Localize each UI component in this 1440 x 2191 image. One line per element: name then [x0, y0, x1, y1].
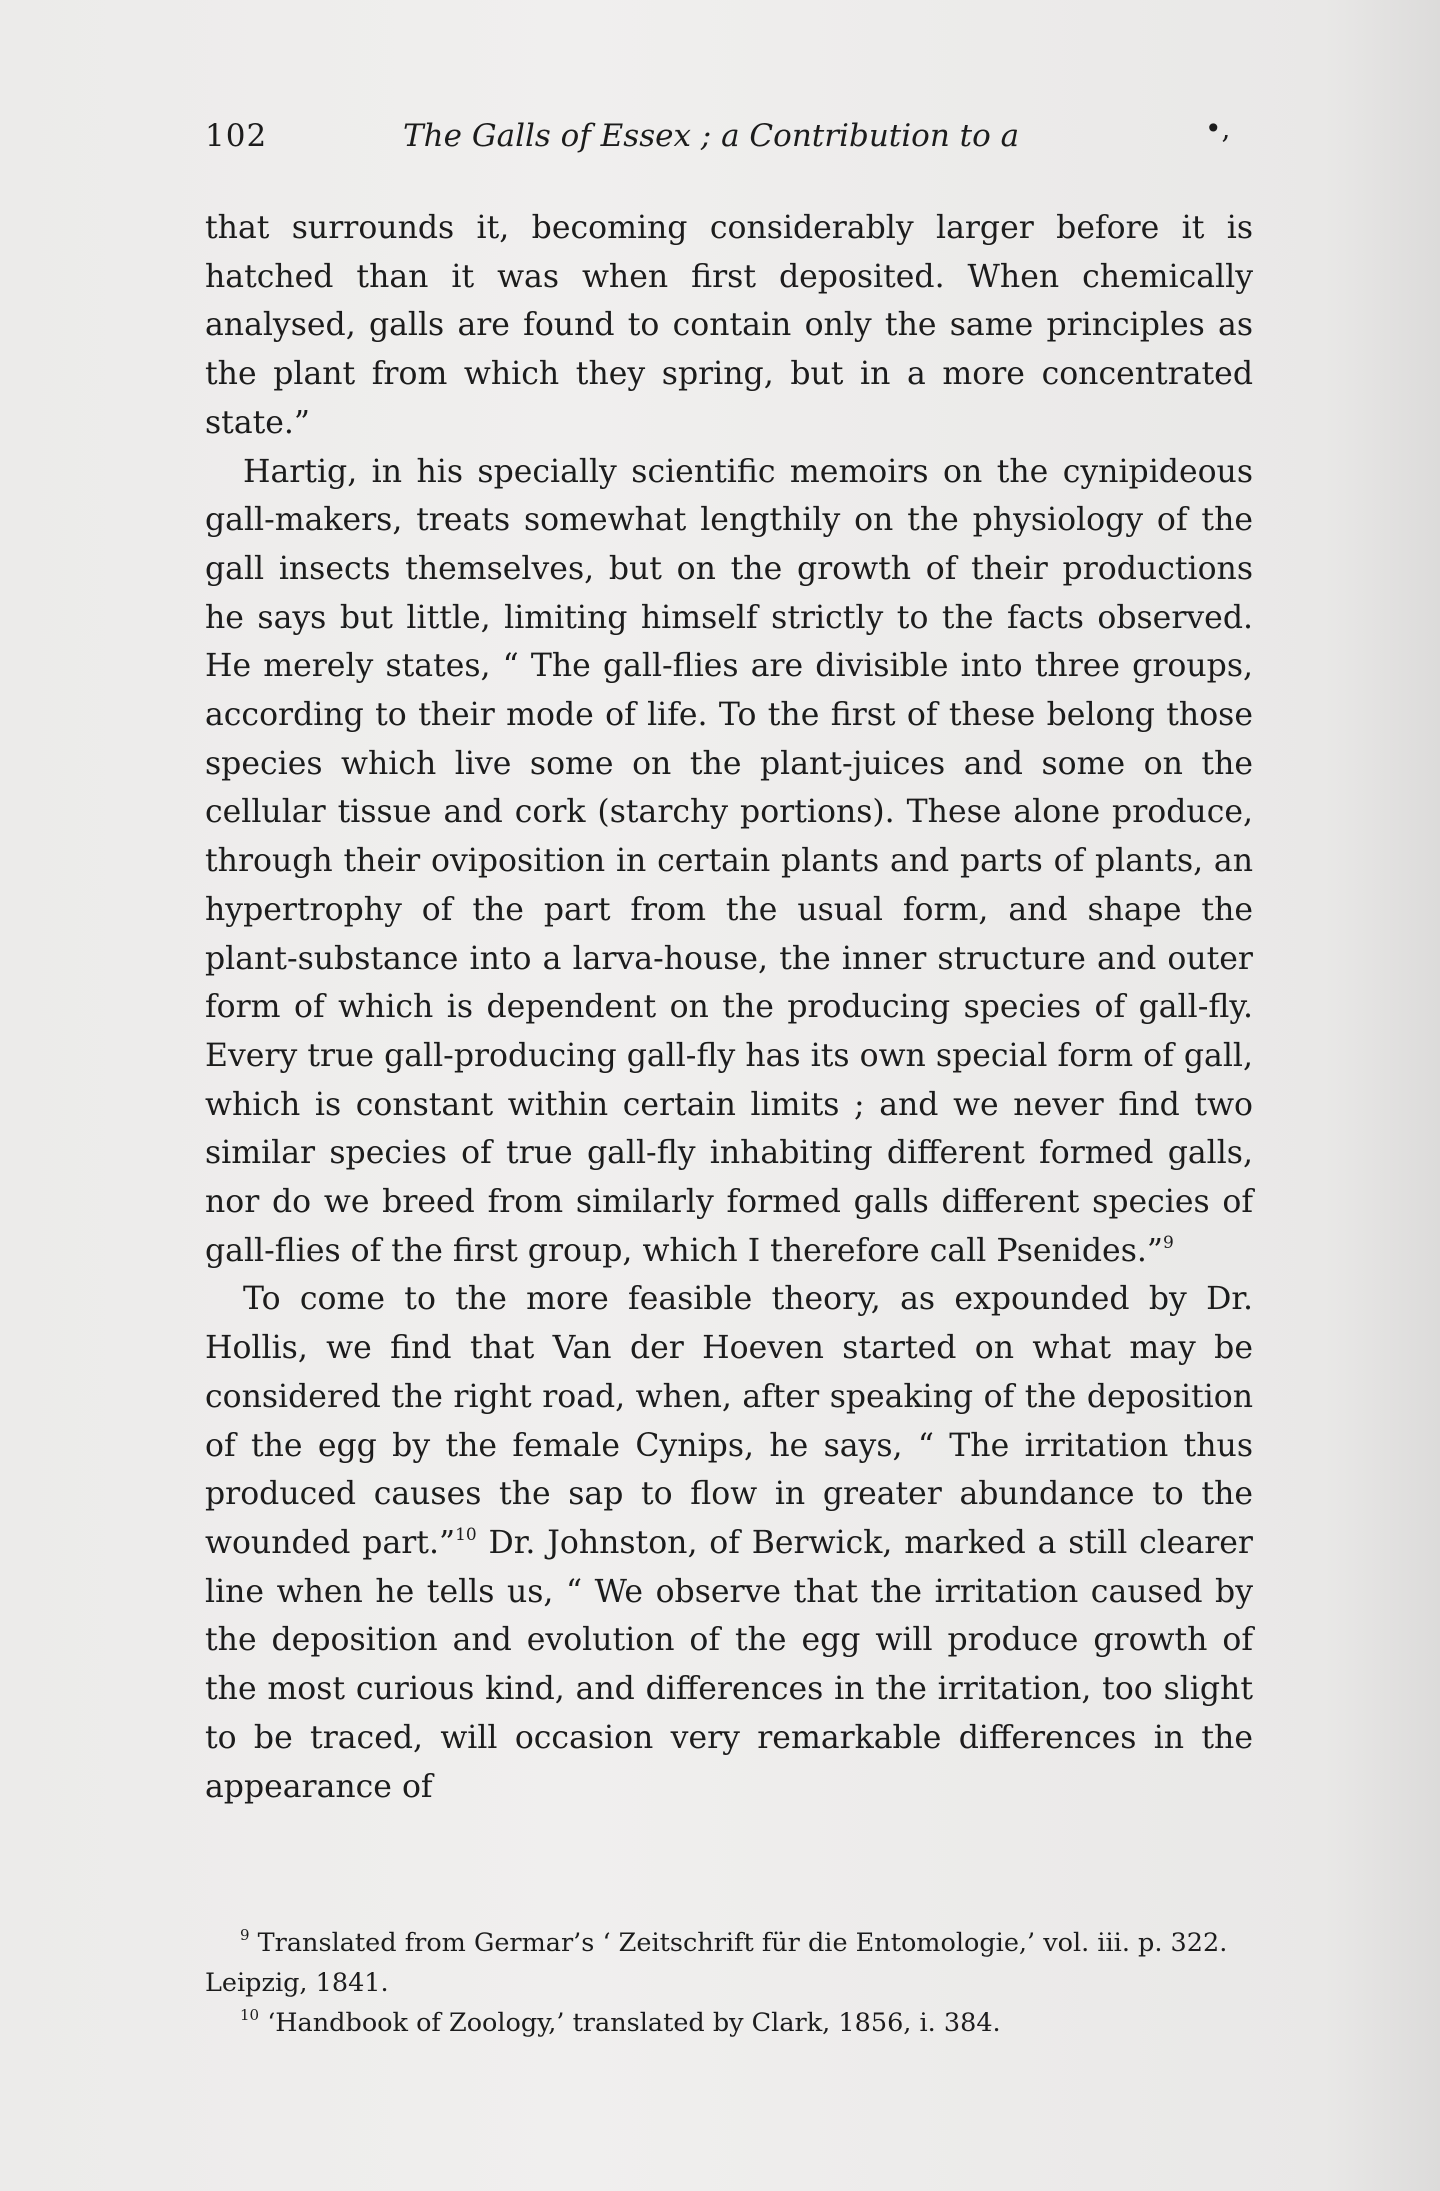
paragraph-1: that surrounds it, becoming considerably larger before it is hatched than it was when first deposited. When chemically analysed, galls are found to contain only the same principles as the plant from which they spring, but in a more concentrated state.”: [205, 210, 1253, 441]
header-mark: •,: [1205, 112, 1231, 145]
footnote-text: Translated from Germar’s ‘ Zeitschrift für die Entomologie,’ vol. iii. p. 322. Leipzig, 1841.: [205, 1928, 1228, 1998]
footnote-10: [205, 2003, 1253, 2043]
paragraph-2: [205, 448, 1253, 1276]
footnote-number: 10: [240, 2006, 260, 2024]
paragraph-3: [205, 1275, 1253, 1811]
page-number: 102: [205, 118, 268, 154]
paragraph-2-text: Hartig, in his specially scientific memoirs on the cynipideous gall-makers, treats somewhat lengthily on the physiology of the gall insects themselves, but on the growth of their productions he says but little, limiting himself strictly to the facts observed. He merely states, “ The gall-flies are divisible into three groups, according to their mode of life. To the first of these belong those species which live some on the plant-juices and some on the cellular tissue and cork (starchy portions). These alone produce, through their oviposition in certain plants and parts of plants, an hypertrophy of the part from the usual form, and shape the plant-substance into a larva-house, the inner structure and outer form of which is dependent on the producing species of gall-fly. Every true gall-producing gall-fly has its own special form of gall, which is constant within certain limits ; and we never find two similar species of true gall-fly inhabiting different formed galls, nor do we breed from similarly formed galls different species of gall-flies of the first group, which I therefore call Psenides.”: [205, 453, 1253, 1269]
footnote-number: 9: [240, 1926, 250, 1944]
footnote-9: [205, 1923, 1253, 2003]
paragraph-3-text-b: Dr. Johnston, of Berwick, marked a still clearer line when he tells us, “ We observe that the irritation caused by the deposition and evolution of the egg will produce growth of the most curious kind, and differences in the irritation, too slight to be traced, will occasion very remarkable differences in the appearance of: [205, 1524, 1253, 1805]
footnote-text: ‘Handbook of Zoology,’ translated by Clark, 1856, i. 384.: [259, 2008, 1001, 2038]
running-title: The Galls of Essex ; a Contribution to a: [403, 118, 1020, 154]
paragraph-3-text-a: To come to the more feasible theory, as expounded by Dr. Hollis, we find that Van der Hoeven started on what may be considered the right road, when, after speaking of the deposition of the egg by the female Cynips, he says, “ The irritation thus produced causes the sap to flow in greater abundance to the wounded part.”: [205, 1281, 1253, 1561]
footnote-ref-10: 10: [455, 1524, 477, 1545]
footnote-ref-9: 9: [1162, 1232, 1174, 1253]
footnotes: [205, 1923, 1253, 2043]
page-header: [205, 112, 1265, 166]
body-text: [205, 204, 1253, 1811]
